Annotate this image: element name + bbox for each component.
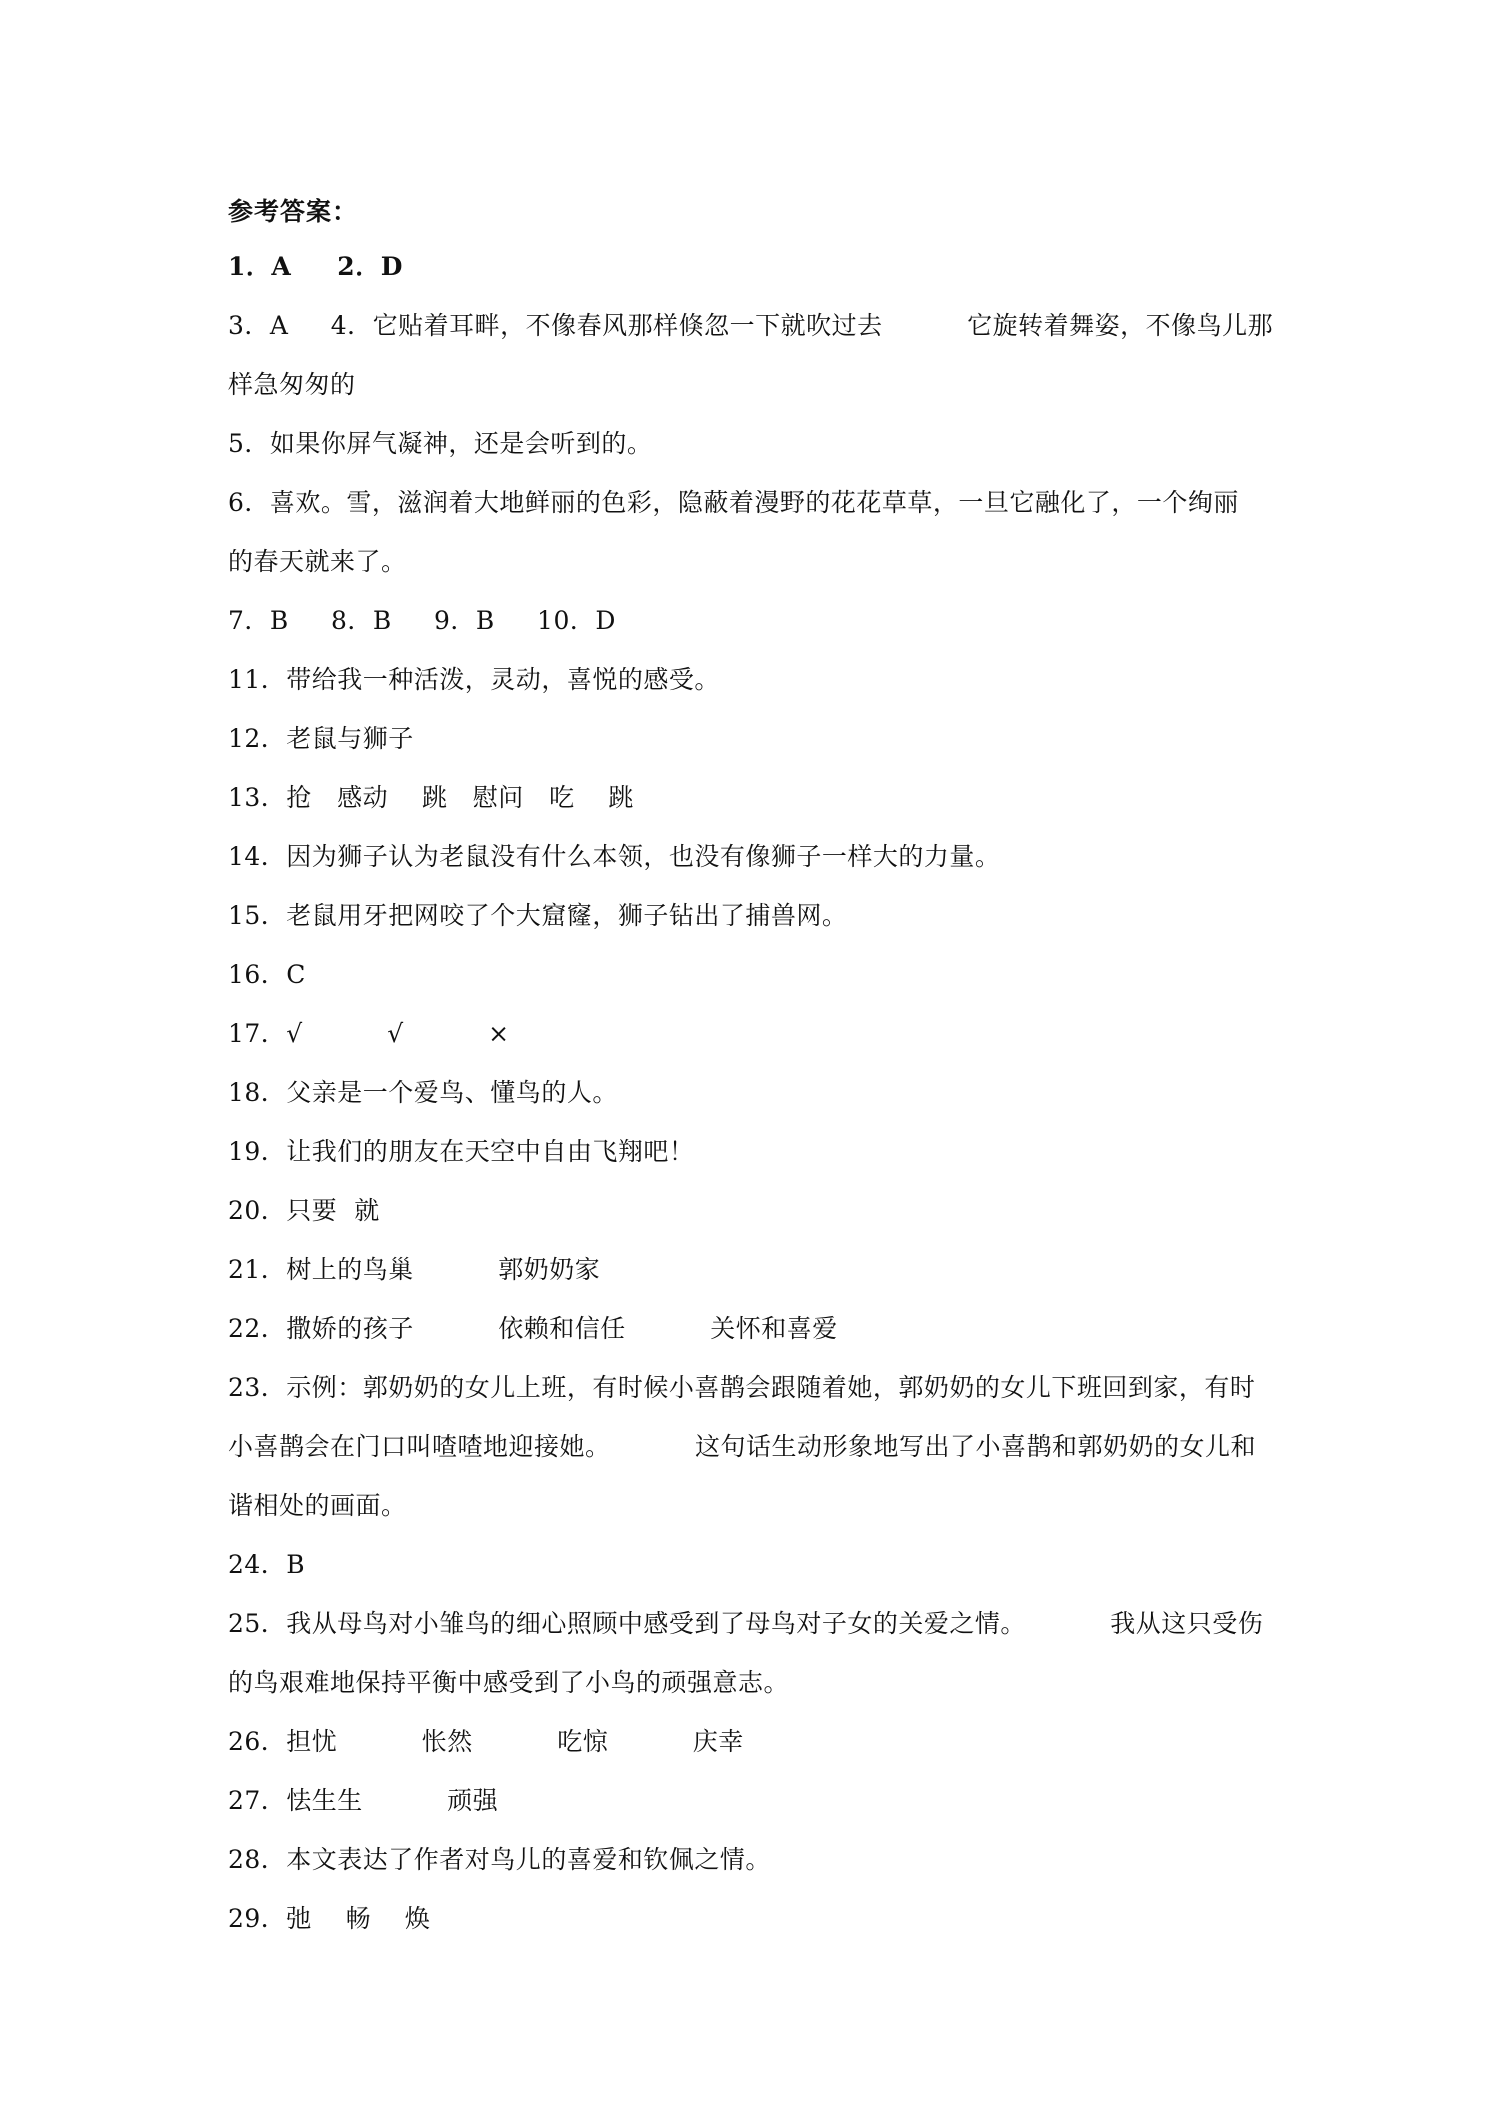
answer-line: 24．B — [228, 1550, 306, 1579]
answer-line: 25．我从母鸟对小雏鸟的细心照顾中感受到了母鸟对子女的关爱之情。 我从这只受伤 — [228, 1609, 1264, 1638]
answer-line: 6．喜欢。雪，滋润着大地鲜丽的色彩，隐蔽着漫野的花花草草，一旦它融化了，一个绚丽 — [228, 488, 1239, 517]
answer-line: 谐相处的画面。 — [228, 1491, 407, 1520]
answer-line: 13．抢 感动 跳 慰问 吃 跳 — [228, 783, 634, 812]
answer-line: 11．带给我一种活泼，灵动，喜悦的感受。 — [228, 665, 720, 694]
answer-line: 16．C — [228, 960, 306, 989]
answer-line: 15．老鼠用牙把网咬了个大窟窿，狮子钻出了捕兽网。 — [228, 901, 848, 930]
answer-line: 26．担忧 怅然 吃惊 庆幸 — [228, 1727, 744, 1756]
answer-line: 23．示例：郭奶奶的女儿上班，有时候小喜鹊会跟随着她，郭奶奶的女儿下班回到家，有时 — [228, 1373, 1256, 1402]
answer-line: 5．如果你屏气凝神，还是会听到的。 — [228, 429, 653, 458]
answer-line: 3．A 4．它贴着耳畔，不像春风那样倏忽一下就吹过去 它旋转着舞姿，不像鸟儿那 — [228, 311, 1274, 340]
answer-line: 的春天就来了。 — [228, 547, 407, 576]
answer-line: 29．弛 畅 焕 — [228, 1904, 431, 1933]
answer-line: 12．老鼠与狮子 — [228, 724, 414, 753]
page-title: 参考答案： — [228, 197, 359, 226]
answer-line: 27．怯生生 顽强 — [228, 1786, 499, 1815]
answer-line: 22．撒娇的孩子 依赖和信任 关怀和喜爱 — [228, 1314, 838, 1343]
answer-line: 21．树上的鸟巢 郭奶奶家 — [228, 1255, 601, 1284]
answer-line: 17．√ √ × — [228, 1019, 510, 1048]
answer-line: 28．本文表达了作者对鸟儿的喜爱和钦佩之情。 — [228, 1845, 771, 1874]
answer-line: 20．只要 就 — [228, 1196, 380, 1225]
answer-line: 18．父亲是一个爱鸟、懂鸟的人。 — [228, 1078, 618, 1107]
answer-line: 7．B 8．B 9．B 10．D — [228, 606, 616, 635]
answer-line: 14．因为狮子认为老鼠没有什么本领，也没有像狮子一样大的力量。 — [228, 842, 1001, 871]
answer-line: 的鸟艰难地保持平衡中感受到了小鸟的顽强意志。 — [228, 1668, 790, 1697]
answer-line: 19．让我们的朋友在天空中自由飞翔吧！ — [228, 1137, 695, 1166]
answer-line: 1．A 2．D — [228, 252, 403, 281]
answer-line: 样急匆匆的 — [228, 370, 356, 399]
answer-line: 小喜鹊会在门口叫喳喳地迎接她。 这句话生动形象地写出了小喜鹊和郭奶奶的女儿和 — [228, 1432, 1256, 1461]
